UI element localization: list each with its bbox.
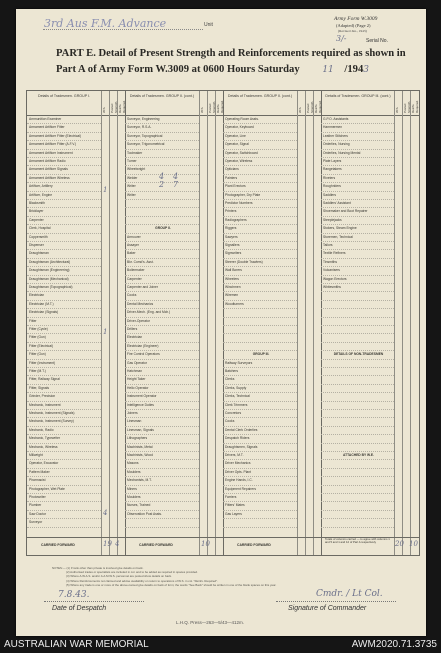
table-row: Surveyor, Engineering	[125, 116, 199, 124]
table-row: Draughtsman (Engineering)	[27, 267, 101, 275]
mark-writer-ws: 4	[159, 172, 165, 181]
table-row	[321, 494, 394, 502]
page-title-line2	[56, 64, 369, 75]
table-row	[321, 360, 394, 368]
table-row: Plate Layers	[321, 158, 394, 166]
table-row: Linesman, Signals	[125, 427, 199, 435]
table-row: Orderlies, Nursing	[321, 141, 394, 149]
table-row: Machinists, Wood	[125, 452, 199, 460]
table-row: Writer	[125, 183, 199, 191]
table-row: Roughriders	[321, 183, 394, 191]
table-row: Carpenter	[125, 276, 199, 284]
table-row: Armament Artificer Radio	[27, 158, 101, 166]
table-row: Storemen, Technical	[321, 234, 394, 242]
table-row: Electrician	[27, 292, 101, 300]
table-row: Batchers	[223, 368, 297, 376]
table-row: Wagon Erectors	[321, 276, 394, 284]
mark-writer-posted2: 7	[173, 180, 179, 189]
reinf-label: Reinfs. Required.	[216, 99, 224, 113]
table-row	[321, 385, 394, 393]
note-line: (3) Where A.W.A.S. and/or A.A.M.W.S. personnel are posted show details on back.	[66, 574, 172, 579]
table-row: Plumber	[27, 502, 101, 510]
table-row: Draughtsman (Topographical)	[27, 284, 101, 292]
totals-handwritten-2: 10	[409, 540, 418, 548]
cf1-handwritten: 19	[103, 540, 112, 548]
table-row: Armament Artificer Fitter	[27, 124, 101, 132]
table-row: Fitter	[27, 318, 101, 326]
table-row: Blacksmith	[27, 200, 101, 208]
table-row: Height Taker	[125, 376, 199, 384]
mark-plumber: 4	[103, 509, 108, 517]
table-row: Hatchman	[125, 368, 199, 376]
group3-ws-col	[297, 91, 302, 555]
carried-forward-2: CARRIED FORWARD	[139, 543, 173, 547]
date-handwritten: 7.8.43.	[58, 590, 90, 600]
table-row	[321, 410, 394, 418]
table-row: Boilermaker	[125, 267, 199, 275]
table-row: Leather Stitchers	[321, 133, 394, 141]
group1-title: Details of Tradesmen. GROUP I.	[37, 94, 91, 98]
table-row	[125, 217, 199, 225]
table-row: Railway Surveyors	[223, 360, 297, 368]
table-row: Driver-Mech. (Eng. and Mch.)	[125, 309, 199, 317]
table-row: Fire Control Operators	[125, 351, 199, 359]
table-row: Painters	[223, 175, 297, 183]
table-row: Clerk, Hospital	[27, 225, 101, 233]
table-row	[125, 200, 199, 208]
group4-ws-col	[394, 91, 399, 555]
title-date-handwritten: 11	[322, 65, 334, 75]
table-row: Electrician (Engineer)	[125, 343, 199, 351]
table-row: Dental Mechanics	[125, 301, 199, 309]
table-row: Plant Erectors	[223, 183, 297, 191]
table-row: Bricklayer	[27, 208, 101, 216]
table-row: Operator, Switchboard	[223, 150, 297, 158]
table-row	[223, 519, 297, 527]
posted-label: Posted Strength.	[403, 100, 411, 113]
table-row: Cooks	[125, 292, 199, 300]
commander-label: Signature of Commander	[288, 605, 367, 612]
table-row	[321, 309, 394, 317]
table-row: Engine Hands, I.C.	[223, 477, 297, 485]
strength-table	[26, 90, 420, 556]
table-row: Cooks	[223, 418, 297, 426]
title-year: 194	[347, 64, 364, 75]
table-row: Turner	[125, 158, 199, 166]
table-row: Welder	[125, 175, 199, 183]
table-row: Clerks, Technical	[223, 393, 297, 401]
posted-label: Posted Strength.	[306, 100, 314, 113]
table-row: Machinists, Metal	[125, 444, 199, 452]
group2-ws-col	[199, 91, 204, 555]
table-row: Carpenter and Joiner	[125, 284, 199, 292]
commander-handwritten: Cmdr. / Lt Col.	[316, 589, 383, 599]
serial-handwritten: 3/-	[336, 34, 347, 43]
table-row: Farriers	[223, 494, 297, 502]
table-row: Dental Clerk Orderlies	[223, 427, 297, 435]
table-row: Ammunition Examiner	[27, 116, 101, 124]
table-row: Operator, Signal	[223, 141, 297, 149]
table-row: Toolmaker	[125, 150, 199, 158]
table-row: Millwright	[27, 452, 101, 460]
table-row	[321, 486, 394, 494]
note-line: (4) Where Reinforcements not claimed and advise availability on return to operations of W.S. in col. "Reinfs. Required".	[66, 578, 218, 583]
title-prefix: Part A of Army Form W.3009 at 0600 Hours Saturday	[56, 64, 300, 75]
table-row	[321, 393, 394, 401]
ws-label: W.S.	[395, 106, 399, 113]
table-row	[321, 435, 394, 443]
table-row	[321, 368, 394, 376]
table-row: Surveyor, Topographical	[125, 133, 199, 141]
table-row: Mechanic, Instrument	[27, 402, 101, 410]
table-row: Fitter, Railway Signal	[27, 376, 101, 384]
table-row: Riveters	[321, 175, 394, 183]
mark-writer-ws2: 2	[159, 180, 165, 189]
table-row	[321, 402, 394, 410]
mark-writer-posted: 4	[173, 172, 179, 181]
table-row: Tinsmiths	[321, 259, 394, 267]
table-row: Operator, Excavator	[27, 460, 101, 468]
table-row: Driver-Operator	[125, 318, 199, 326]
group3-title: Details of Tradesmen. GROUP II. (cont.)	[227, 94, 293, 98]
table-row	[321, 427, 394, 435]
table-row: Driver Opts. Plant	[223, 469, 297, 477]
reinf-label: Reinfs. Required.	[411, 99, 419, 113]
table-row: Electrician (M.T.)	[27, 301, 101, 309]
group3-reinf-col	[313, 91, 322, 555]
commander-line	[276, 601, 396, 602]
table-row: Armament Artificer Instrument	[27, 150, 101, 158]
table-row: Surveyor, Trigonometrical	[125, 141, 199, 149]
table-row: Electrician	[125, 334, 199, 342]
group1-posted-col	[109, 91, 118, 555]
table-row: Nurses, Trained	[125, 502, 199, 510]
table-row: Concretors	[223, 410, 297, 418]
table-row: Masons	[125, 460, 199, 468]
table-row: Mechanic, Instrument (Signals)	[27, 410, 101, 418]
table-row: Fitter (Instrument)	[27, 360, 101, 368]
table-row	[223, 309, 297, 317]
table-row: Fitter, Signals	[27, 385, 101, 393]
group4-title: Details of Tradesmen. GROUP III. (cont.)	[325, 94, 391, 98]
ws-label: W.S.	[200, 106, 204, 113]
table-row: Riggers	[223, 225, 297, 233]
form-page	[16, 9, 426, 636]
table-row: Baker	[125, 250, 199, 258]
table-row: Armament Artificer Fitter (Electrical)	[27, 133, 101, 141]
table-row: Rangetakers	[321, 166, 394, 174]
table-row: Fitters' Mates	[223, 502, 297, 510]
table-row: Whitesmiths	[321, 284, 394, 292]
table-row: Clerk Trimmers	[223, 402, 297, 410]
print-code: L.H.Q. Press—263—5/43—412m.	[176, 620, 245, 625]
table-row: Wall Borers	[223, 267, 297, 275]
table-row: Saw Doctor	[27, 511, 101, 519]
note-line: (2) Authorised trades or specialists are included in col. and to be added as required in spaces provided.	[66, 570, 198, 575]
table-row: Wheelers	[223, 276, 297, 284]
table-row: Steerer (Double Trawlers)	[223, 259, 297, 267]
group3-posted-col	[305, 91, 314, 555]
caption-left: AUSTRALIAN WAR MEMORIAL	[4, 639, 149, 650]
form-revised: (Revised Jan., 1943)	[338, 29, 367, 33]
table-row: Mechanic, Instrument (Survey)	[27, 418, 101, 426]
caption-right: AWM2020.71.3735	[351, 639, 437, 650]
table-row: Drillers	[125, 326, 199, 334]
table-row: Radiographers	[223, 217, 297, 225]
table-row: Equipment Repairers	[223, 486, 297, 494]
table-row: Carpenter	[27, 217, 101, 225]
table-row: Fitter (M.T.)	[27, 368, 101, 376]
table-row: GROUP III.	[223, 351, 297, 359]
unit-handwritten: 3rd Aus F.M. Advance	[44, 17, 167, 30]
table-row: Mechanic, Radio	[27, 427, 101, 435]
table-row: Operator, Wireless	[223, 158, 297, 166]
table-row	[321, 376, 394, 384]
table-row	[223, 326, 297, 334]
table-row: Joiners	[125, 410, 199, 418]
table-row: Clerks	[223, 376, 297, 384]
table-row: Draughtsman (Mechanical)	[27, 276, 101, 284]
table-row	[125, 519, 199, 527]
table-row	[321, 519, 394, 527]
table-row: Shoemaker and Boot Repairer	[321, 208, 394, 216]
table-row: Moulders	[125, 469, 199, 477]
form-number: Army Form W.3009	[334, 16, 378, 22]
table-row: Hello Operator	[125, 385, 199, 393]
group1-reinf-col	[117, 91, 126, 555]
table-row	[321, 444, 394, 452]
table-row: Moulders	[125, 494, 199, 502]
reinf-label: Reinfs. Required.	[314, 99, 322, 113]
table-row: Tailors	[321, 242, 394, 250]
table-row: Draughtsman (Architectural)	[27, 259, 101, 267]
table-row: Operator, Keyboard	[223, 124, 297, 132]
group1-ws-col	[101, 91, 106, 555]
table-row	[223, 318, 297, 326]
table-row: Miners	[125, 486, 199, 494]
table-row: Saddlers	[321, 192, 394, 200]
table-row: ATTACHED BY W.E.	[321, 452, 394, 460]
group2-reinf-col	[215, 91, 224, 555]
table-row: Opticians	[223, 166, 297, 174]
table-row: Draughtsmen, Signals	[223, 444, 297, 452]
ws-label: W.S.	[298, 106, 302, 113]
table-row	[223, 334, 297, 342]
table-row: Signwriters	[223, 250, 297, 258]
table-row: G.P.O. Assistants	[321, 116, 394, 124]
table-row	[321, 301, 394, 309]
table-row: Dispenser	[27, 242, 101, 250]
unit-underline	[43, 29, 203, 30]
table-row: Grinder, Precision	[27, 393, 101, 401]
table-row: Armament Artificer Fitter (A.F.V.)	[27, 141, 101, 149]
table-row: Intelligence Duties	[125, 402, 199, 410]
table-row	[321, 318, 394, 326]
table-row: Instrument Operator	[125, 393, 199, 401]
table-row: Steeplejacks	[321, 217, 394, 225]
table-row: Mechanic, Typewriter	[27, 435, 101, 443]
table-row: Textile Refiners	[321, 250, 394, 258]
cf1-handwritten-2: 4	[115, 540, 120, 548]
table-row: Pharmacist	[27, 477, 101, 485]
table-row: Electrician (Signals)	[27, 309, 101, 317]
mark-fitter: 1	[103, 328, 108, 336]
table-row: Operating Room Assts.	[223, 116, 297, 124]
table-row: Armament Artificer Wireless	[27, 175, 101, 183]
title-slash: /	[344, 64, 348, 75]
serial-label: Serial No.	[366, 38, 388, 44]
table-row: DETAILS OF NON-TRADESMEN	[321, 351, 394, 359]
table-row: Fitter (Electrical)	[27, 343, 101, 351]
table-row: Armament Artificer Signals	[27, 166, 101, 174]
title-year-handwritten: 3	[363, 65, 369, 75]
table-row: Hammermen	[321, 124, 394, 132]
table-row: Mechanists, M.T.	[125, 477, 199, 485]
table-row: Wiremen	[223, 292, 297, 300]
totals-handwritten-1: 20	[395, 540, 404, 548]
table-row: Photographer, Dry Plate	[223, 192, 297, 200]
totals-label: Totals of columns carried — to agree with columns 1 and 5 and 1 and 12 of Part A respectively	[325, 537, 390, 545]
group2-posted-col	[207, 91, 216, 555]
table-row: Printers	[223, 208, 297, 216]
table-row: Lithographers	[125, 435, 199, 443]
table-row: Photowriter	[27, 494, 101, 502]
table-row: Fitter (Cycle)	[27, 326, 101, 334]
table-row	[223, 343, 297, 351]
date-line	[44, 601, 144, 602]
table-row: Sawyers	[223, 234, 297, 242]
table-row: Woodturners	[223, 301, 297, 309]
table-row: Artificer, Artillery	[27, 183, 101, 191]
table-row: Signallers	[223, 242, 297, 250]
table-row	[321, 326, 394, 334]
table-row	[321, 469, 394, 477]
table-row: Fitter (Gun)	[27, 351, 101, 359]
note-line: (5) Where any trade is one or more of the above-named give details on back of form; the words "See Back" should be written in one of the blank spaces on this year.	[66, 582, 277, 587]
table-row: Mechanic, Wireless	[27, 444, 101, 452]
posted-label: Posted Strength.	[110, 100, 118, 113]
table-row: Fitter (Gun)	[27, 334, 101, 342]
page-title-line1: PART E. Detail of Present Strength and Reinforcements required as shown in	[56, 48, 406, 59]
posted-label: Posted Strength.	[208, 100, 216, 113]
date-label: Date of Despatch	[52, 605, 107, 612]
table-row: Predictor Numbers	[223, 200, 297, 208]
table-row: Coppersmith	[27, 234, 101, 242]
table-row: GROUP II.	[125, 225, 199, 233]
table-row: Orderlies, Nursing Mental	[321, 150, 394, 158]
table-row: Armourer	[125, 234, 199, 242]
table-row: Winchmen	[223, 284, 297, 292]
group2-title: Details of Tradesmen. GROUP II. (cont.)	[129, 94, 195, 98]
unit-label: Unit	[204, 22, 213, 28]
table-row	[321, 477, 394, 485]
carried-forward-3: CARRIED FORWARD	[237, 543, 271, 547]
table-row: Assayer	[125, 242, 199, 250]
table-row: Despatch Riders	[223, 435, 297, 443]
table-row: Driver Mechanics	[223, 460, 297, 468]
table-row: Surveyor	[27, 519, 101, 527]
mark-artificer-engine: 1	[103, 186, 108, 194]
table-row	[321, 418, 394, 426]
table-row	[321, 502, 394, 510]
reinf-label: Reinfs. Required.	[118, 99, 126, 113]
table-row: Stokers, Steam Engine	[321, 225, 394, 233]
note-line: NOTES:— (1) If rank other than private is involved give details on back.	[52, 566, 144, 570]
footnotes	[52, 566, 276, 587]
table-row: Gas Layers	[223, 511, 297, 519]
table-row	[321, 460, 394, 468]
table-row: Drivers, M.T.	[223, 452, 297, 460]
table-row: Writer	[125, 192, 199, 200]
table-row: Saddlers' Assistant	[321, 200, 394, 208]
table-row: Artificer, Engine	[27, 192, 101, 200]
table-row: Draughtsman	[27, 250, 101, 258]
ws-label: W.S.	[102, 106, 106, 113]
table-row: Photographer, Wet Plate	[27, 486, 101, 494]
table-row: Bkr. Comd's. Asst.	[125, 259, 199, 267]
table-row	[321, 343, 394, 351]
table-row: Linesman	[125, 418, 199, 426]
group4-posted-col	[402, 91, 411, 555]
table-row: Pattern Maker	[27, 469, 101, 477]
table-row: Wheelwright	[125, 166, 199, 174]
table-row: Operator, Line	[223, 133, 297, 141]
table-row: Gas Operator	[125, 360, 199, 368]
table-row	[321, 511, 394, 519]
form-adapted: (Adapted) (Page 2)	[336, 23, 371, 28]
cf2-handwritten: 10	[201, 540, 210, 548]
table-row: Observation Post Assts.	[125, 511, 199, 519]
table-row: Clerks, Supply	[223, 385, 297, 393]
table-row	[321, 334, 394, 342]
table-row: Vulcanisers	[321, 267, 394, 275]
table-row	[321, 292, 394, 300]
table-row	[125, 208, 199, 216]
carried-forward-1: CARRIED FORWARD	[41, 543, 75, 547]
table-row: Surveyor, R.S.A.	[125, 124, 199, 132]
